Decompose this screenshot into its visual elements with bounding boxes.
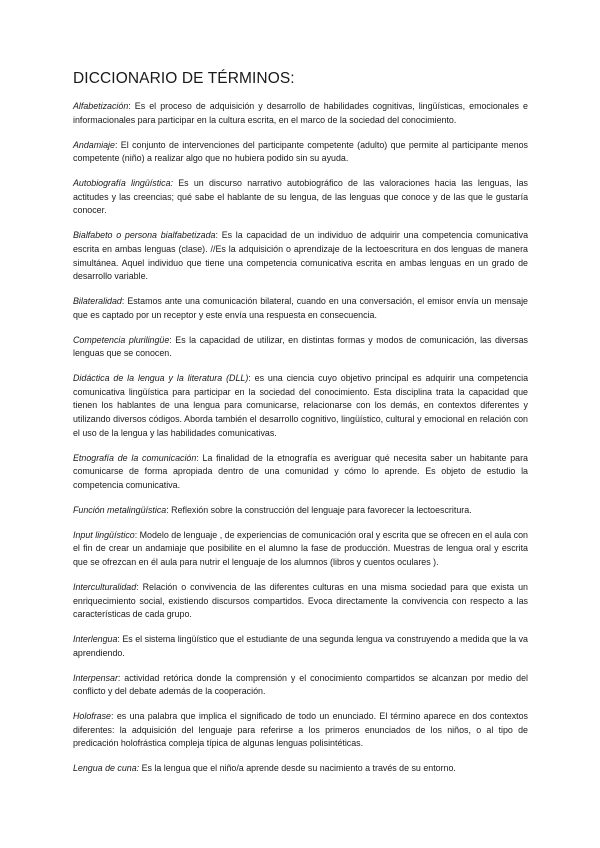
- entry-definition: : Es la capacidad de utilizar, en distintas formas y modos de comunicación, las diversas lenguas que se conocen.: [73, 334, 528, 359]
- entry-definition: : es una palabra que implica el significado de todo un enunciado. El término aparece en dos contextos diferentes: la adquisición del lenguaje para referirse a los primeros enunciados de los niños, o al tipo de predicación holofrástica compleja típica de algunas lenguas polisintéticas.: [73, 711, 528, 749]
- entry-definition: Es un discurso narrativo autobiográfico de las valoraciones hacia las lenguas, las actitudes y las creencias; qué sabe el hablante de su lengua, de las lenguas que conoce y de las que le gustaría conocer.: [73, 178, 528, 216]
- entry-definition: : Modelo de lenguaje , de experiencias de comunicación oral y escrita que se ofrecen en el aula con el fin de crear un andamiaje que posibilite en el alumno la fase de producción. Muestras de lengua oral y escrita que se ofrezcan en él aula para nutrir el lenguaje de los alumnos (libros y cuentos oculares ).: [73, 529, 528, 567]
- entry-term: Interculturalidad: [73, 581, 137, 592]
- entry-term: Lengua de cuna:: [73, 763, 140, 774]
- entry-interculturalidad: [73, 581, 528, 622]
- entry-competencia-plurilingue: [73, 334, 528, 361]
- entry-lengua-de-cuna: [73, 762, 528, 776]
- entry-term: Función metalingüística: [73, 504, 167, 515]
- entry-definition: : La finalidad de la etnografía es averiguar qué necesita saber un habitante para comunicarse de forma apropiada dentro de una comunidad y cómo lo aprende. Es objeto de estudio la competencia comunicativa.: [73, 452, 528, 490]
- entry-interpensar: [73, 672, 528, 699]
- entry-term: Interpensar: [73, 672, 118, 683]
- entry-alfabetizacion: [73, 100, 528, 127]
- entry-term: Interlengua: [73, 634, 118, 645]
- entry-term: Didáctica de la lengua y la literatura (DLL): [73, 373, 249, 384]
- entry-interlengua: [73, 633, 528, 660]
- entry-funcion-metalinguistica: [73, 504, 528, 518]
- entry-term: Holofrase: [73, 711, 111, 722]
- entry-definition: Es la lengua que el niño/a aprende desde su nacimiento a través de su entorno.: [139, 763, 456, 774]
- entry-andamiaje: [73, 139, 528, 166]
- entry-term: Competencia plurilingüe: [73, 334, 170, 345]
- entry-definition: : El conjunto de intervenciones del participante competente (adulto) que permite al participante menos competente (niño) a realizar algo que no hubiera podido sin su ayuda.: [73, 139, 528, 164]
- entry-term: Alfabetización: [73, 101, 129, 111]
- entry-definition: : Es la capacidad de un individuo de adquirir una competencia comunicativa escrita en ambas lenguas (clase). //Es la adquisición o aprendizaje de la lectoescritura en dos lenguas de manera simultánea. Aquel individuo que tiene una competencia comunicativa escrita en ambas lenguas en un grado de desarrollo variable.: [73, 230, 528, 282]
- entry-bilateralidad: [73, 295, 528, 322]
- entry-term: Bialfabeto o persona bialfabetizada: [73, 230, 216, 241]
- entry-definition: : Es el sistema lingüístico que el estudiante de una segunda lengua va construyendo a medida que la va aprendiendo.: [73, 634, 528, 658]
- entry-etnografia: [73, 452, 528, 493]
- entry-term: Etnografía de la comunicación: [73, 452, 197, 463]
- entry-definition: : Reflexión sobre la construcción del lenguaje para favorecer la lectoescritura.: [166, 504, 472, 515]
- entry-term: Autobiografía lingüística:: [73, 178, 173, 189]
- entry-definition: : es una ciencia cuyo objetivo principal es adquirir una competencia comunicativa lingüística para participar en la sociedad del conocimiento. Esta disciplina trata la capacidad que tienen los hablantes de una lengua para comunicarse, relacionarse con los demás, en contextos diferentes y utilizando diversos códigos. Aborda también el desarrollo cognitivo, lingüístico, cultural y emocional en relación con el uso de la lengua y las habilidades comunicativas.: [73, 373, 529, 438]
- entry-definition: : Estamos ante una comunicación bilateral, cuando en una conversación, el emisor envía un mensaje que es captado por un receptor y este envía una respuesta en consecuencia.: [73, 296, 528, 320]
- entry-term: Andamiaje: [73, 139, 115, 150]
- entry-autobiografia: [73, 177, 528, 218]
- entry-bialfabeto: [73, 229, 528, 283]
- entry-term: Input lingüístico: [73, 529, 135, 540]
- entry-didactica: [73, 372, 528, 440]
- entry-definition: : Es el proceso de adquisición y desarrollo de habilidades cognitivas, lingüísticas, emocionales e informacionales para participar en la cultura escrita, en el marco de la sociedad del conocimiento.: [73, 101, 528, 125]
- page-title: DICCIONARIO DE TÉRMINOS:: [73, 70, 295, 87]
- entry-definition: : actividad retórica donde la comprensión y el conocimiento compartidos se alcanzan por medio del conflicto y del debate además de la cooperación.: [73, 672, 528, 697]
- entry-input-linguistico: [73, 529, 528, 570]
- entry-definition: : Relación o convivencia de las diferentes culturas en una misma sociedad para que exista un enriquecimiento social, existiendo discursos compartidos. Evoca directamente la convivencia con respecto a las características de cada grupo.: [73, 581, 528, 620]
- entry-holofrase: [73, 710, 528, 751]
- entry-term: Bilateralidad: [73, 296, 122, 307]
